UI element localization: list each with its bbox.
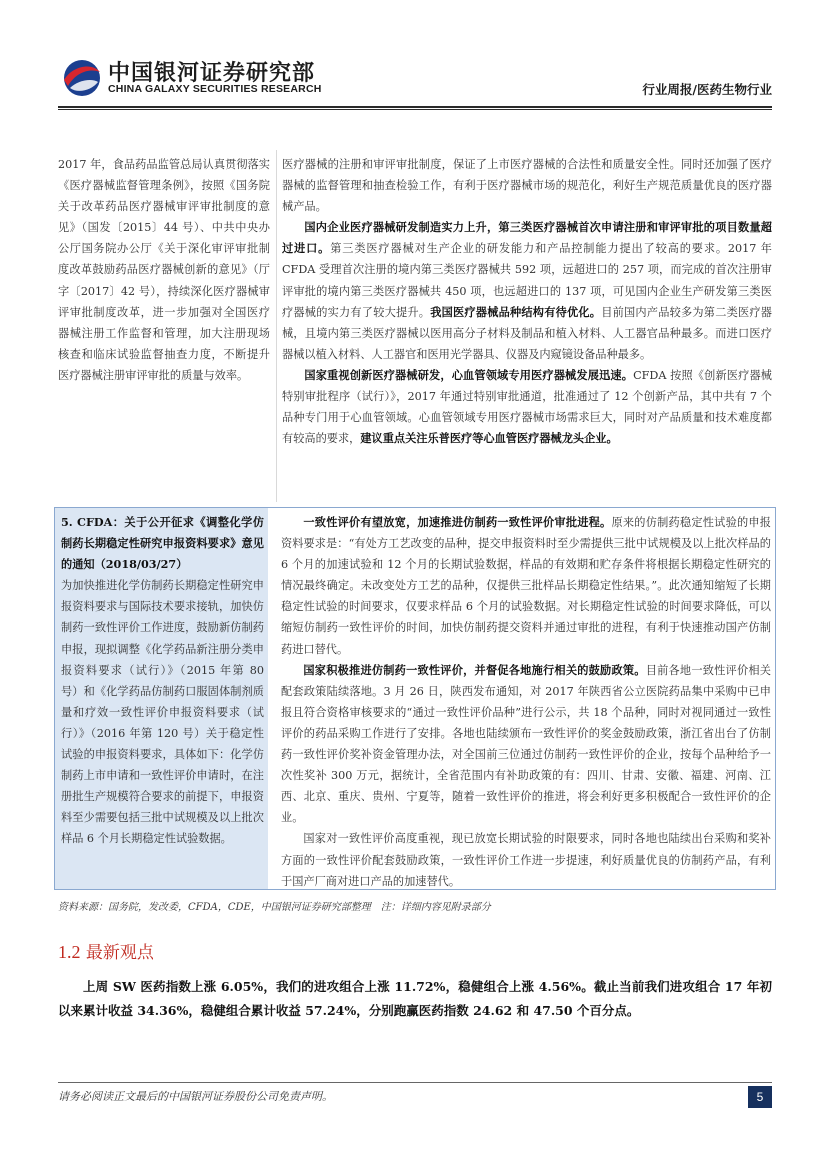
paragraph: 国家重视创新医疗器械研发，心血管领域专用医疗器械发展迅速。CFDA 按照《创新医疗器械特别审批程序（试行）》，2017 年通过特别审批通道，批准通过了 12 个创新产品，其中共有 7 个品种专门用于心血管领域。心血管领域专用医疗器械市场需求巨大，同时对产品质量和技术难度都有较高的要求，建议重点关注乐普医疗等心血管医疗器械龙头企业。 [282, 367, 772, 446]
section-paragraph: 上周 SW 医药指数上涨 6.05%，我们的进攻组合上涨 11.72%，稳健组合上涨 4.56%。截止当前我们进攻组合 17 年初以来累计收益 34.36%，稳健组合累计收益 57.24%，分别跑赢医药指数 24.62 和 47.50 个百分点。 [58, 979, 772, 1018]
galaxy-logo-icon [62, 58, 102, 98]
item-summary: 为加快推进化学仿制药长期稳定性研究申报资料要求与国际技术要求接轨，加快仿制药一致性评价工作进度，鼓励新仿制药申报，现拟调整《化学药品新注册分类申报资料要求（试行）》（2015 年第 80 号）和《化学药品仿制药口服固体制剂质量和疗效一致性评价申报资料要求（试行）》（2016 年第 120 号）关于稳定性试验的申报资料要求，具体如下：化学仿制药上市申请和一致性评价申请时，在注册批生产规模符合要求的前提下，申报资料至少需要包括三批中试规模及以上批次样品 6 个月长期稳定性试验数据。 [61, 579, 264, 846]
row1-summary: 2017 年，食品药品监管总局认真贯彻落实《医疗器械监督管理条例》，按照《国务院关于改革药品医疗器械审评审批制度的意见》（国发〔2015〕44 号）、中共中央办公厅国务院办公厅《关于深化审评审批制度改革鼓励药品医疗器械创新的意见》（厅字〔2017〕42 号），持续深化医疗器械审评审批制度改革，进一步加强对全国医疗器械注册工作监督和管理，加大注册现场核查和临床试验监督抽查力度，不断提升医疗器械注册审评审批的质量与效率。 [58, 158, 270, 382]
source-note: 资料来源：国务院，发改委，CFDA，CDE，中国银河证券研究部整理 注：详细内容见附录部分 [58, 902, 491, 913]
row2-commentary [281, 512, 771, 892]
item-title: 5. CFDA：关于公开征求《调整化学仿制药长期稳定性研究申报资料要求》意见的通知（2018/03/27） [61, 515, 264, 572]
paragraph: 国家对一致性评价高度重视，现已放宽长期试验的时限要求，同时各地也陆续出台采购和奖补方面的一致性评价配套鼓励政策，一致性评价工作进一步提速，利好质量优良的仿制药产品，有利于国产厂商对进口产品的加速替代。 [281, 832, 771, 888]
page-header [58, 48, 772, 104]
paragraph: 一致性评价有望放宽，加速推进仿制药一致性评价审批进程。原来的仿制药稳定性试验的申报资料要求是：“有处方工艺改变的品种，提交申报资料时至少需提供三批中试规模及以上批次样品的 6 个月的加速试验和 12 个月的长期试验数据，样品的有效期和贮存条件将根据长期稳定性研究的情况最终确定。未改变处方工艺的品种，仅提供三批样品长期稳定性结果。”。此次通知缩短了长期稳定性试验的时间要求，仅要求样品 6 个月的试验数据。对长期稳定性试验的时间要求降低，可以缩短仿制药一致性评价的时间，加快仿制药提交资料并通过审批的进程，有利于快速推动国产仿制药进口替代。 [281, 515, 771, 656]
header-divider [58, 106, 772, 108]
page-number: 5 [748, 1086, 772, 1108]
header-divider-thin [58, 109, 772, 110]
report-tag: 行业周报/医药生物行业 [642, 82, 772, 97]
org-name-cn: 中国银河证券研究部 [108, 61, 316, 86]
paragraph: 国家积极推进仿制药一致性评价，并督促各地施行相关的鼓励政策。目前各地一致性评价相关配套政策陆续落地。3 月 26 日，陕西发布通知，对 2017 年陕西省公立医院药品集中采购中已申报且符合资格审核要求的“通过一致性评价品种”进行公示，共 18 个品种，同时对视同通过一致性评价的药品采购工作进行了安排。各地也陆续颁布一致性评价的奖金鼓励政策，浙江省出台了仿制药一致性评价奖补资金管理办法，对全国前三位通过仿制药一致性评价的企业，按每个品种给予一次性奖补 300 万元，据统计，全省范围内有补助政策的有：四川、甘肃、安徽、福建、河南、江西、北京、重庆、贵州、宁夏等，随着一致性评价的推进，将会利好更多积极配合一致性评价的企业。 [281, 662, 771, 825]
org-name-en: CHINA GALAXY SECURITIES RESEARCH [108, 83, 322, 95]
row2-table-row [54, 507, 776, 890]
section-number: 1.2 [58, 942, 81, 962]
section-title [58, 938, 154, 963]
paragraph: 国内企业医疗器械研发制造实力上升，第三类医疗器械首次申请注册和审评审批的项目数量超过进口。第三类医疗器械对生产企业的研发能力和产品控制能力提出了较高的要求。2017 年 CFDA 受理首次注册的境内第三类医疗器械共 592 项，远超进口的 257 项，而完成的首次注册审评审批的境内第三类医疗器械共 450 项，也远超进口的 137 项，可见国内企业生产研发第三类医疗器械的实力有了较大提升。我国医疗器械品种结构有待优化。目前国内产品较多为第二类医疗器械，且境内第三类医疗器械以医用高分子材料及制品和植入材料、人工器官品种最多。而进口医疗器械以植入材料、人工器官和医用光学器具、仪器及内窥镜设备品种最多。 [282, 220, 772, 361]
column-divider [276, 150, 277, 502]
row2-summary [55, 508, 268, 889]
footer-disclaimer: 请务必阅读正文最后的中国银河证券股份公司免责声明。 [58, 1090, 333, 1103]
paragraph: 医疗器械的注册和审评审批制度，保证了上市医疗器械的合法性和质量安全性。同时还加强了医疗器械的监督管理和抽查检验工作，有利于医疗器械市场的规范化，利好生产规范质量优良的医疗器械产品。 [282, 158, 772, 214]
row1-commentary [282, 154, 772, 449]
footer-divider [58, 1082, 772, 1083]
section-title-text: 最新观点 [85, 943, 154, 963]
